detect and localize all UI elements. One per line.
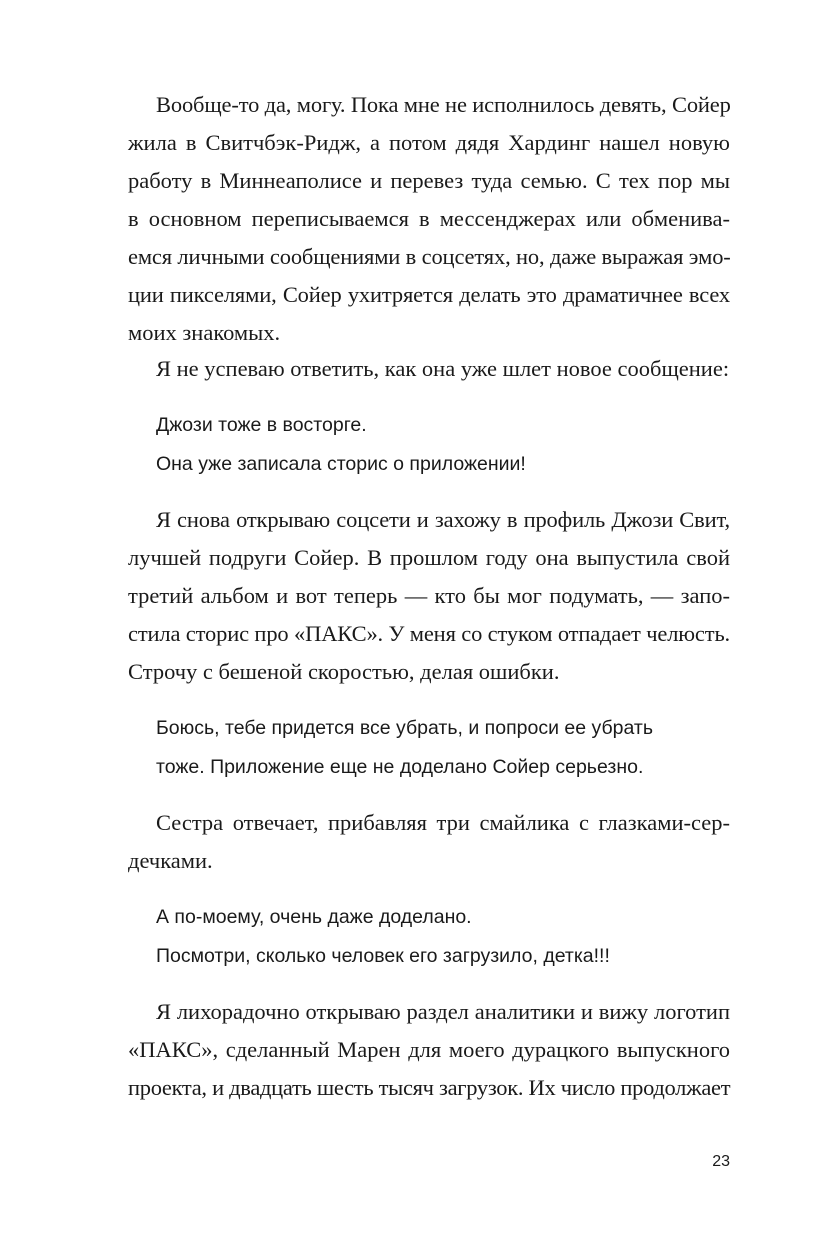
paragraph-5-line-1: Я лихорадочно открываю раздел аналитики и вижу логотип <box>156 999 730 1024</box>
message-2-line-2: тоже. Приложение еще не доделано Сойер серьезно. <box>156 756 644 778</box>
paragraph-1-line-7: моих знакомых. <box>128 320 281 345</box>
paragraph-3-line-2: лучшей подруги Сойер. В прошлом году она выпустила свой <box>128 545 730 570</box>
paragraph-1-line-2: жила в Свитчбэк-Ридж, а потом дядя Хардинг нашел новую <box>128 130 730 155</box>
paragraph-1-line-3: работу в Миннеаполисе и перевез туда семью. С тех пор мы <box>128 168 730 193</box>
message-3-line-2: Посмотри, сколько человек его загрузило, детка!!! <box>156 945 610 967</box>
paragraph-1-line-6: ции пикселями, Сойер ухитряется делать это драматичнее всех <box>128 282 730 307</box>
message-1-line-2: Она уже записала сторис о приложении! <box>156 453 526 475</box>
paragraph-5-line-2: «ПАКС», сделанный Марен для моего дурацкого выпускного <box>128 1037 730 1062</box>
paragraph-3-line-1: Я снова открываю соцсети и захожу в профиль Джози Свит, <box>156 507 730 532</box>
paragraph-4-line-1: Сестра отвечает, прибавляя три смайлика с глазками-сер- <box>156 810 730 835</box>
page-number: 23 <box>712 1153 730 1170</box>
message-2-line-1: Боюсь, тебе придется все убрать, и попроси ее убрать <box>156 717 653 739</box>
paragraph-1-line-4: в основном переписываемся в мессенджерах или обменива- <box>128 206 730 231</box>
paragraph-3-line-5: Строчу с бешеной скоростью, делая ошибки. <box>128 659 560 684</box>
message-1-line-1: Джози тоже в восторге. <box>156 414 367 436</box>
paragraph-5-line-3: проекта, и двадцать шесть тысяч загрузок. Их число продолжает <box>128 1075 731 1100</box>
paragraph-1-line-1: Вообще-то да, могу. Пока мне не исполнилось девять, Сойер <box>156 92 731 117</box>
message-3-line-1: А по-моему, очень даже доделано. <box>156 906 472 928</box>
paragraph-1-line-5: емся личными сообщениями в соцсетях, но, даже выражая эмо- <box>128 244 731 269</box>
paragraph-3-line-3: третий альбом и вот теперь — кто бы мог подумать, — запо- <box>128 583 730 608</box>
paragraph-4-line-2: дечками. <box>128 848 213 873</box>
paragraph-3-line-4: стила сторис про «ПАКС». У меня со стуком отпадает челюсть. <box>128 621 731 646</box>
paragraph-2-line-1: Я не успеваю ответить, как она уже шлет новое сообщение: <box>156 356 730 381</box>
